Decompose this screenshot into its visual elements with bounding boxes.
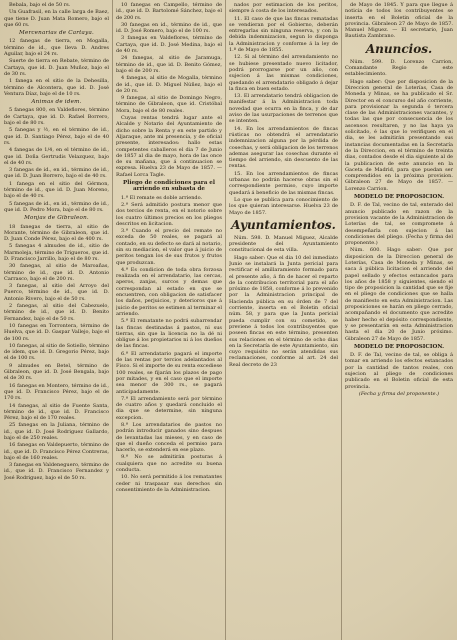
paragraph: 16 fanegas en Valdepuerto, término de id., que id. D. Francisco Pérez Contreras, bajo el de 160 reales. [4, 442, 109, 461]
paragraph: Bebala, bajo el de 50 rs. [9, 2, 71, 8]
paragraph: 9.ª No se admitirán posturas á cualquiera que no acredite su buena conducta. [116, 454, 222, 474]
paragraph: 1.ª El remate es doble arriendo. [121, 194, 203, 201]
bold-heading: MODELO DE PROPOSICION. [353, 343, 445, 350]
text-column-4 [345, 2, 453, 638]
bold-heading: Pliego de condiciones para el arriendo en subasta de [123, 180, 215, 193]
paragraph: 11. El caso de que las fincas rematadas se vendieran por el Gobierno, deberán entregarlas sin ninguna reserva, y con la debida indemnizacion, segun lo disponga la Administracion y conforme á la ley de 1.º de Mayo de 1855. [229, 15, 338, 54]
paragraph: D. F. de Tal, vecino de tal, se obliga á tomar en arriendo los efectos estancados por la cantidad de tantos reales, con sujecion al pliego de condiciones publicado en el Boletin oficial de esta provincia. [345, 352, 453, 390]
paragraph: 12. Si al término del arrendamiento no se hubiese presentado nuevo licitador, podrá prorrogarse por un año, con sujecion á las mismas condiciones, quedando el arrendatario obligado á dejar la finca en buen estado. [229, 54, 338, 92]
paragraph: 10 fanegas en Torrontera, término de Huelva, que id. D. Gaspar Vallejo, bajo el de 100 rs. [4, 322, 109, 342]
paragraph: 3.ª Cuando el precio del remate no exceda de 50 reales, se pagará al contado, en su defecto se dará al notario, sin su mediacion, el valor que á juicio de peritos tengan los de sus frutos y frutos que produzcan. [116, 228, 222, 266]
paragraph: 1 fanega en el sitio de la Dehesilla, término de Alcontera, que id. D. José Ventura Díaz, bajo el de 10 rs. [4, 78, 109, 97]
paragraph: Cuyas rentas tendrá lugar ante el Alcalde y Notario del Ayuntamiento de dicho sobre la Renta y en este partido y Aljaraque, ante mi presencia, y de oficial presente, interesados: hallo estas competentes caballeros el dia 7 de Junio de 1857 al dia de mayo, hora de las once de su mañana, que á continuacion se expresa. Huelva 23 de Mayo de 1857. — Rafael Lorca Tagle. [116, 115, 222, 178]
paragraph: nados por estimacion de los peritos, siempre á costa de los interesados. [229, 2, 338, 15]
paragraph: 4 fanegas de 1/4, en el término de id., que id. Doña Gertrudis Velazquez, bajo el de 40 rs. [4, 147, 109, 166]
paragraph: 3 fanegas en Valdeflores, término de Cartaya, que id. D. José Medina, bajo el de 40 rs. [116, 35, 222, 55]
paragraph: 6.ª El arrendatario pagará el importe de las rentas por tercios adelantados al Fisco. Si el importe de su renta excediese 100 reales, se fijarán los plazos de pago por mitades, y en el caso que el importe sea menor de 300 rs., se pagará anticipadamente. [116, 350, 222, 395]
paragraph: 30 fanegas en id., término de id., que id. D. José Romero, bajo el de 100 rs. [116, 21, 222, 35]
paragraph: 10. No será permitido á los rematantes ceder ni traspasar sus derechos sin consentimiento de la Administracion. [116, 474, 222, 493]
column-rule [112, 0, 113, 640]
paragraph: de Mayo de 1845. Y para que llegue á noticia de todos los contribuyentes se inserta en el Boletin oficial de la provincia. Gibraleon 27 de Mayo de 1857. Manuel Miguez. — El secretario, Juan Bautista Zambrano. [345, 2, 453, 40]
paragraph: D. F. de Tal, vecino de tal, enterado del anuncio publicado en razon de la provision vacante de la Administracion de Loterías de tal, se compromete á desempeñarla con sujecion á las condiciones del pliego. (Fecha y firma del proponente.) [345, 202, 453, 247]
paragraph: 5.ª El rematante no podrá subarrendar las fincas destinadas á pastos, ni sus tierras, sin que la licencia no la dé ni obligue á los propietarios ni á los dueños de las fincas. [116, 318, 222, 350]
paragraph: Hago saber: Que el dia 10 del inmediato Junio se instalará la Junta pericial para rectificar el amillaramiento formado para el presente año, á fin de hacer el reparto de la contribucion territorial para el año próximo de 1858, conforme á lo prevenido por la Administracion principal de Hacienda pública en su órden de 7 del corriente, inserta en el Boletin oficial núm. 58, y para que la Junta pericial pueda cumplir con su cometido, se previene á todos los contribuyentes que poseen fincas en este término, presenten sus relaciones en el término de ocho dias en la Secretaría de este Ayuntamiento, sin cuyo requisito no serán atendidas sus reclamaciones, conforme al art. 24 del Real decreto de 23 [229, 254, 338, 368]
paragraph: 5 fanegas 4 almudes de id., sitio de Marmoleja, término de Trigueros, que id. D. Francisco Jarrillo, bajo el de 80 rs. [4, 243, 109, 262]
sub-heading: Animas de idem. [31, 99, 82, 106]
paragraph: 3 fanegas en Valdeneguero, término de id., que id. D. Francisco Fernandez y José Rodriguez, bajo el de 50 rs. [4, 462, 109, 481]
column-rule [225, 0, 226, 640]
paragraph: 18 fanegas de tierra, al sitio de Morante, término de Gibraleon, que id. D. Juan Conde Pérez, bajo el de 400 rs. [4, 223, 109, 243]
paragraph: 10 fanegas en Campello, término de id., que id. D. Bartolomé Sánchez, bajo el de 200 rs. [116, 2, 222, 21]
text-column-1 [4, 2, 109, 638]
paragraph: 16 fanegas en Montero, término de id., que id. D. Francisco Pérez, bajo el de 170 rs. [4, 382, 109, 402]
paragraph: Lo que se publica para conocimiento de los que quieran interesarse. Huelva 23 de Mayo de 1857. [229, 196, 338, 216]
paragraph: Núm. 600. Hago saber: Que por disposicion de la Direccion general de Loterías, Casa de Moneda y Minas, se saca á pública licitacion el arriendo del papel sellado y efectos estancados para los años de 1858 y siguientes, siendo el tipo de proposicion la cantidad que se fije en el pliego de condiciones que se halla de manifiesto en esta Administracion. Las proposiciones se harán en pliego cerrado, acompañando el documento que acredite haber hecho el depósito correspondiente, y se presentarán en esta Administracion hasta el dia 20 de Junio próximo. Gibraleon 27 de Mayo de 1857. [345, 247, 453, 342]
paragraph: 5 fanegas y ½, en el término de id., que id. D. Santiago Pérez, bajo el de 40 rs. [4, 127, 109, 146]
paragraph: 1 fanega en el sitio del Gérmon, término de id., que id. D. Juan Moreno, bajo el de 40 rs. [4, 180, 109, 200]
paragraph: 9 almudes en Betel, término de Gibraleon, que id. D. José Bengala, bajo el de 30 rs. [4, 362, 109, 382]
paragraph: 9 fanegas, al sitio de Domingo Negro, término de Gibraleon, que id. Cristóbal Mora, bajo el de 80 reales. [116, 95, 222, 114]
paragraph: 3 fanegas, al sitio del Arroyo del Puerco, término de id., que id. D. Antonio Rivero, bajo el de 50 rs. [4, 283, 109, 302]
paragraph: 25 fanegas en la Juliana, término de id., que id. D. José Rodriguez Gallardo, bajo el de 250 reales. [4, 422, 109, 441]
text-column-2 [116, 2, 222, 638]
paragraph: 15. En los arrendamientos de fincas urbanas no podrán hacerse obras sin el correspondiente permiso, cuyo importe quedará á beneficio de las mismas fincas. [229, 170, 338, 196]
paragraph: 2 fanegas, al sitio del Cabezuelo, término de id., que id. D. Benito Fernandez, bajo el de 50 rs. [4, 303, 109, 322]
paragraph: 3 fanegas de id., en id., término de id., que id. D. Juan Borrero, bajo el de 40 rs. [4, 167, 109, 180]
paragraph: Suerte de tierra en Rebate, término de Cartaya, que id. D. Juan Muñoz, bajo el de 30 rs. [4, 58, 109, 77]
paragraph: Hago saber: Que por disposicion de la Direccion general de Loterías, Casa de Moneda y Minas, se ha publicado el Sr. Director en el concurso del año corriente, para provisionar la segunda ó tercera clase de las Administraciones vacantes, y todas las que por consecuencia de los ascensos resultaren, y no las haya ya solicitado, é las que lo verifiquen en el dia, se les admitirán presentando sus instancias documentadas en la Secretaría de la Direccion, en el término de treinta dias, contados desde el dia siguiente al de la publicacion de este anuncio en la Gaceta de Madrid, para que puedan ser comprendidos en la próxima provision. Gibraleon 27 de Mayo de 1857. — Lorenzo Carrion. [345, 78, 453, 192]
paragraph: 14. En los arrendamientos de fincas rústicas no obtendrá el arrendatario indemnizacion alguna por la pérdida de cosechas, y será obligacion de los terrenos ademas asegurar las cosechas durante el tiempo del arriendo, sin descuento de las rentas. [229, 125, 338, 170]
paragraph: 4 fanegas, al sitio de Mogalla, término de id., que id. D. Miguel Núñez, bajo el de 20 rs. [116, 75, 222, 94]
paragraph: 13. El arrendatario tendrá obligacion de manifestar á la Administracion toda novedad que ocurra en la finca, y de dar aviso de las usurpaciones de terrenos que se intenten. [229, 93, 338, 125]
section-heading: Anuncios. [365, 41, 433, 56]
paragraph: 24 fanegas, al sitio de Jaramuga, término de id., que id. D. Benito Gómez, bajo el de 200 rs. [116, 55, 222, 74]
bold-heading: MODELO DE PROPOSICION. [353, 194, 445, 201]
paragraph: 2.ª Será admitido postura menor que dos tercios de renta, en el notorio sobre los cuatro últimos precios en los pliegos descritos en licitacion. [116, 201, 222, 227]
sub-heading: Monjas de Gibraleon. [24, 215, 89, 222]
text-column-3 [229, 2, 338, 638]
paragraph: 10 fanegas, al sitio de Sotiello, término de idem, que id. D. Gregorio Pérez, bajo el de 100 rs. [4, 342, 109, 362]
column-rule [341, 0, 342, 640]
paragraph: 5 fanegas 800, en Valdeflores, término de Cartaya, que id. D. Rafael Borrero, bajo el de 80 rs. [4, 107, 109, 127]
paragraph: 7.ª El arrendamiento será por término de cuatro años y quedará concluido el dia que se determine, sin ninguna excepcion. [116, 395, 222, 421]
paragraph: 30 fanegas, al sitio de Maroañas, término de id., que id. D. Antonio Carrasco, bajo el de 200 rs. [4, 263, 109, 282]
paragraph: 5 fanegas de id., en id., término de id., que id. D. Pedro Mora, bajo el de 80 rs. [4, 200, 109, 213]
sub-heading: Mercenarias de Cartaya. [19, 30, 94, 37]
paragraph: Un Guafrasil, en la calle larga de Baez, que tiene D. Juan Mata Romero, bajo el que 60 rs. [4, 9, 109, 28]
paragraph: 12 fanegas de tierra, en Mogalla, término de id., que lleva D. Andres Aguilar, bajo el 24 rs. [4, 38, 109, 58]
paragraph: 8.ª Los arrendatarios de pastos no podrán introducir ganados sino despues de levantadas las mieses, y en caso de que el dueño conceda el permiso para hacerlo, se extenderá en ese plazo. [116, 422, 222, 454]
paragraph: Núm. 599. D. Lorenzo Carrion, Comandante Regio de este establecimiento. [345, 58, 453, 78]
paragraph: Núm. 598. D. Manuel Miguez, Alcalde presidente del Ayuntamiento constitucional de esta villa. [229, 234, 338, 254]
paragraph: 14 fanegas, al sitio de Fuente Santa, término de id., que id. D. Francisco Pérez, bajo el de 170 reales. [4, 402, 109, 422]
paragraph: 4.ª Es condicion de toda obra forzosa realizada en el arrendatario, las cercas, aperos, zanjas, surcos y demas que correspondan al estado en que se encuentren, con obligacion de satisfacer los daños, perjuicios, y deterioros que á juicio de peritos se estimen al terminar el arriendo. [116, 266, 222, 317]
section-heading: Ayuntamientos. [231, 217, 336, 232]
signature-note: (Fecha y firma del proponente.) [358, 390, 440, 397]
